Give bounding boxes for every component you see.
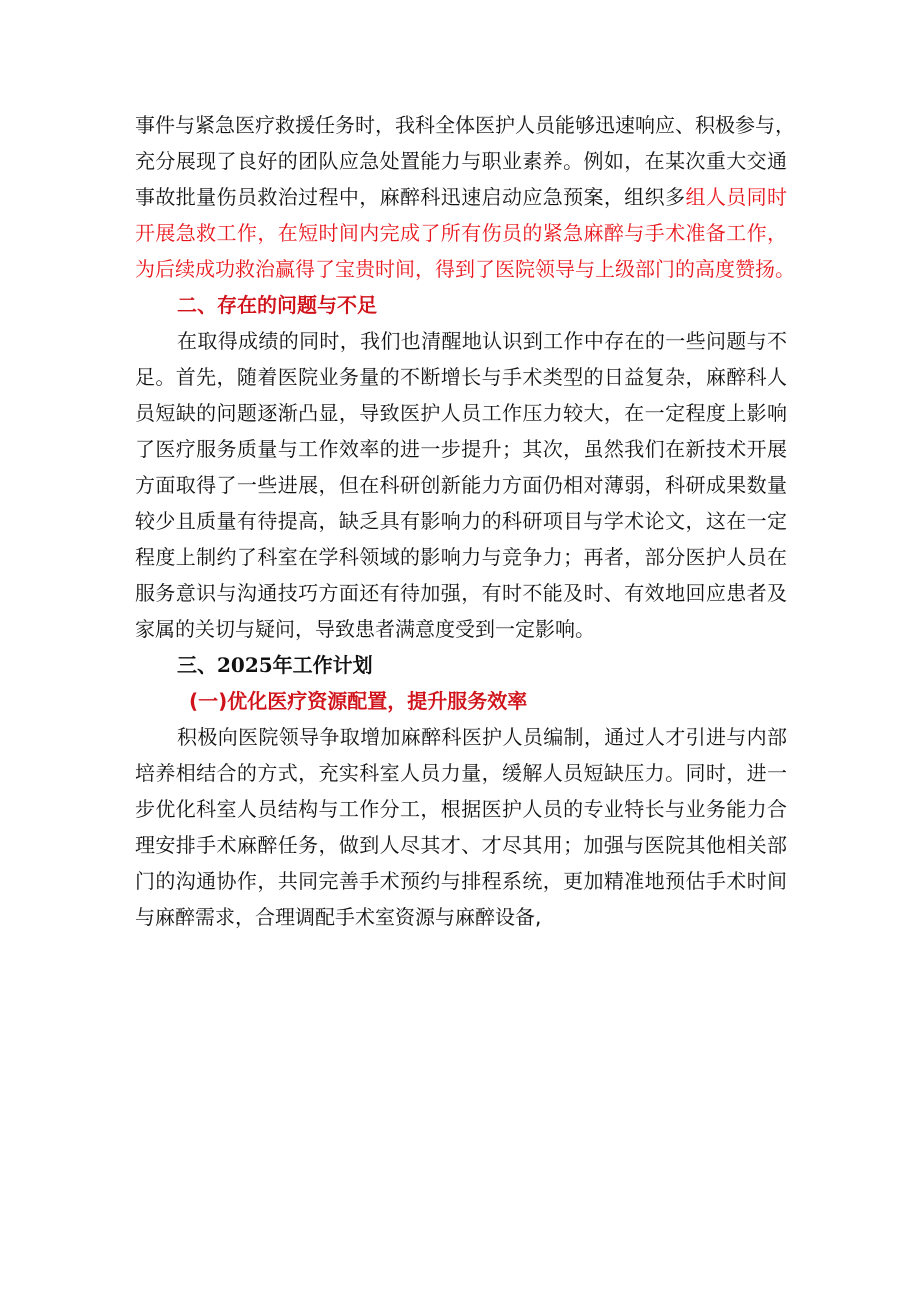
paragraph-line: 门的沟通协作，共同完善手术预约与排程系统，更加精准地预估手术时间 (135, 869, 787, 893)
highlighted-line: 开展急救工作，在短时间内完成了所有伤员的紧急麻醉与手术准备工作， (135, 221, 787, 245)
paragraph-line: 在取得成绩的同时，我们也清醒地认识到工作中存在的一些问题与不 (177, 329, 787, 353)
paragraph-text: 事故批量伤员救治过程中，麻醉科迅速启动应急预案，组织多 (135, 185, 686, 209)
paragraph-problems (135, 323, 787, 647)
paragraph-line: 较少且质量有待提高，缺乏具有影响力的科研项目与学术论文，这在一定 (135, 509, 787, 533)
paragraph-line: 步优化科室人员结构与工作分工，根据医护人员的专业特长与业务能力合 (135, 797, 787, 821)
section-heading-plan (135, 647, 787, 683)
paragraph-line (135, 179, 787, 215)
paragraph-line: 家属的关切与疑问，导致患者满意度受到一定影响。 (135, 617, 595, 641)
highlighted-text: 组人员同时 (685, 185, 788, 209)
heading-prefix: 三、 (177, 653, 217, 677)
paragraph-line: 与麻醉需求，合理调配手术室资源与麻醉设备, (135, 905, 542, 929)
paragraph-line: 理安排手术麻醉任务，做到人尽其才、才尽其用；加强与医院其他相关部 (135, 833, 787, 857)
paragraph-line: 培养相结合的方式，充实科室人员力量，缓解人员短缺压力。同时，进一 (135, 761, 787, 785)
paragraph-line: 服务意识与沟通技巧方面还有待加强，有时不能及时、有效地回应患者及 (135, 581, 787, 605)
paragraph-line: 程度上制约了科室在学科领域的影响力与竞争力；再者，部分医护人员在 (135, 545, 787, 569)
paragraph-line: 方面取得了一些进展，但在科研创新能力方面仍相对薄弱，科研成果数量 (135, 473, 787, 497)
paragraph-line: 了医疗服务质量与工作效率的进一步提升；其次，虽然我们在新技术开展 (135, 437, 787, 461)
section-heading-problems: 二、存在的问题与不足 (177, 293, 377, 317)
heading-year: 2025 (217, 653, 273, 677)
paragraph-line: 事件与紧急医疗救援任务时，我科全体医护人员能够迅速响应、积极参与， (135, 113, 795, 137)
paragraph-line: 积极向医院领导争取增加麻醉科医护人员编制，通过人才引进与内部 (177, 725, 787, 749)
paragraph-line: 充分展现了良好的团队应急处置能力与职业素养。例如，在某次重大交通 (135, 149, 787, 173)
paragraph-emergency-response (135, 107, 795, 287)
subsection-heading-resources: (一)优化医疗资源配置，提升服务效率 (189, 689, 528, 713)
paragraph-line: 足。首先，随着医院业务量的不断增长与手术类型的日益复杂，麻醉科人 (135, 365, 787, 389)
paragraph-resource-plan (135, 719, 787, 935)
heading-suffix: 年工作计划 (272, 653, 373, 677)
document-body (135, 107, 795, 935)
highlighted-line: 为后续成功救治赢得了宝贵时间，得到了医院领导与上级部门的高度赞扬。 (135, 257, 795, 281)
paragraph-line: 员短缺的问题逐渐凸显，导致医护人员工作压力较大，在一定程度上影响 (135, 401, 787, 425)
